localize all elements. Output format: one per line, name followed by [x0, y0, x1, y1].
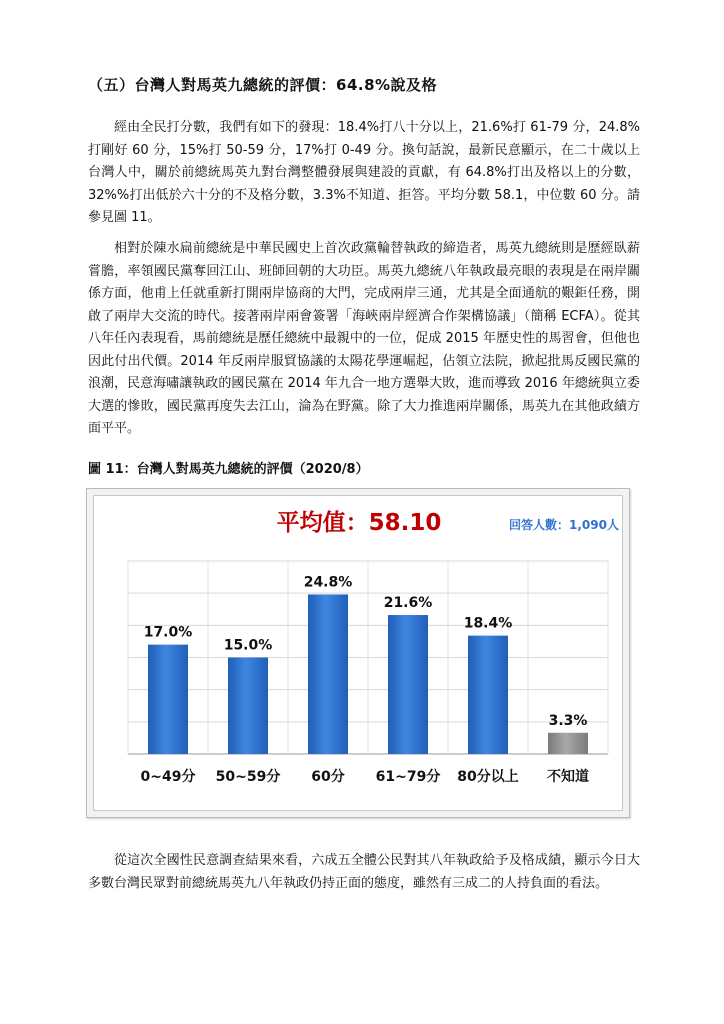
category-label-2: 60分 [311, 769, 345, 785]
data-label-1: 15.0% [223, 637, 273, 654]
bar-4 [468, 636, 508, 754]
category-label-0: 0~49分 [140, 769, 196, 785]
figure-caption: 圖 11：台灣人對馬英九總統的評價（2020/8） [88, 462, 369, 477]
data-label-4: 18.4% [463, 615, 513, 632]
chart-title: 平均值：58.10 [276, 510, 442, 536]
bar-3 [388, 615, 428, 754]
category-label-4: 80分以上 [457, 769, 519, 785]
paragraph-conclusion: 從這次全國性民意調查結果來看，六成五全體公民對其八年執政給予及格成績，顯示今日大多數台灣民眾對前總統馬英九八年執政仍持正面的態度，雖然有三成二的人持負面的看法。 [88, 853, 640, 891]
bar-5 [548, 733, 588, 754]
bar-chart [94, 496, 624, 812]
chart-area [93, 495, 623, 811]
chart-frame [86, 488, 630, 818]
bar-1 [228, 658, 268, 755]
section-heading: （五）台灣人對馬英九總統的評價：64.8%說及格 [88, 76, 438, 94]
data-label-0: 17.0% [143, 624, 193, 641]
respondent-count: 回答人數：1,090人 [509, 518, 619, 532]
paragraph-background: 相對於陳水扁前總統是中華民國史上首次政黨輪替執政的締造者，馬英九總統則是歷經臥薪嘗膽，率領國民黨奪回江山、班師回朝的大功臣。馬英九總統八年執政最亮眼的表現是在兩岸關係方面，他甫上任就重新打開兩岸協商的大門，完成兩岸三通，尤其是全面通航的艱鉅任務，開啟了兩岸大交流的時代。接著兩岸兩會簽署「海峽兩岸經濟合作架構協議」（簡稱 ECFA）。從其八年任內表現看，馬前總統是歷任總統中最親中的一位，促成 2015 年歷史性的馬習會，但他也因此付出代價。2014 年反兩岸服貿協議的太陽花學運崛起，佔領立法院，掀起批馬反國民黨的浪潮，民意海嘯讓執政的國民黨在 2014 年九合一地方選舉大敗，進而導致 2016 年總統與立委大選的慘敗，國民黨再度失去江山，淪為在野黨。除了大力推進兩岸關係，馬英九在其他政績方面平平。 [88, 241, 640, 436]
category-label-1: 50~59分 [215, 769, 281, 785]
data-label-3: 21.6% [383, 595, 433, 612]
bar-0 [148, 645, 188, 754]
category-label-3: 61~79分 [375, 769, 441, 785]
category-label-5: 不知道 [547, 769, 589, 785]
bar-2 [308, 594, 348, 754]
data-label-2: 24.8% [303, 574, 353, 591]
paragraph-findings: 經由全民打分數，我們有如下的發現：18.4%打八十分以上，21.6%打 61-79 分，24.8%打剛好 60 分，15%打 50-59 分，17%打 0-49 分。換句話說，最新民意顯示，在二十歲以上台灣人中，關於前總統馬英九對台灣整體發展與建設的貢獻，有 64.8%打出及格以上的分數，32%%打出低於六十分的不及格分數，3.3%不知道、拒答。平均分數 58.1，中位數 60 分。請參見圖 11。 [88, 120, 640, 225]
data-label-5: 3.3% [548, 712, 588, 729]
